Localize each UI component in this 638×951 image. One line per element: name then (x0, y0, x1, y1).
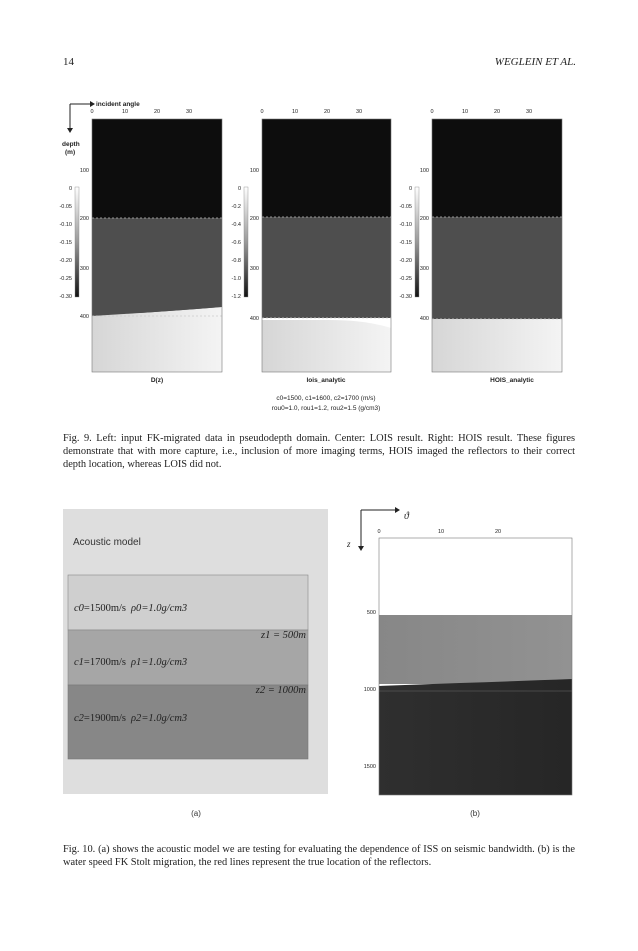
figure-10-caption: Fig. 10. (a) shows the acoustic model we are testing for evaluating the dependence of ISS on seismic bandwidth. (b) is the water speed FK Stolt migration, the red lines represent the true location of the reflectors. (63, 844, 575, 868)
layer1-rho-symbol: ρ1 (131, 657, 142, 668)
layer0-rho-symbol: ρ0 (131, 603, 142, 614)
depth-unit: (m) (65, 149, 76, 156)
panel-b-stolt-migration (346, 507, 572, 818)
figure-9-caption: Fig. 9. Left: input FK-migrated data in pseudodepth domain. Center: LOIS result. Right: HOIS result. These figures demonstrate that with more capture, i.e., inclusion of more imaging terms, HOIS imaged the reflectors to their correct depth location, whereas LOIS did not. (63, 433, 575, 470)
colorbar-tick: -0.15 (59, 240, 72, 246)
layer2-rho-symbol: ρ2 (131, 713, 142, 724)
angle-tick: 10 (437, 529, 445, 535)
colorbar-tick: -0.10 (399, 222, 412, 228)
figure-10 (0, 495, 638, 840)
angle-tick: 20 (493, 109, 501, 115)
angle-tick: 0 (377, 529, 381, 535)
colorbar-tick: -0.20 (399, 258, 412, 264)
panel-label: HOIS_analytic (490, 377, 534, 384)
colorbar-tick: -1.0 (231, 276, 241, 282)
svg-text:c1=1700m/sρ1=1.0g/cm3 (74, 657, 187, 668)
colorbar-tick: 0 (68, 186, 72, 192)
depth-tick: 300 (249, 266, 259, 272)
depth-label: depth (62, 141, 80, 148)
panel-dz (59, 109, 222, 384)
theta-label: ϑ (404, 511, 409, 522)
layer0-c-symbol: c0 (74, 603, 84, 614)
colorbar-tick: -0.20 (59, 258, 72, 264)
colorbar (75, 187, 79, 297)
depth-tick: 400 (249, 316, 259, 322)
angle-tick: 20 (153, 109, 161, 115)
angle-tick: 10 (121, 109, 129, 115)
z-label: z (347, 539, 351, 549)
model-params-density: rou0=1.0, rou1=1.2, rou2=1.5 (g/cm3) (271, 405, 381, 412)
page-number: 14 (63, 56, 74, 68)
angle-tick: 10 (291, 109, 299, 115)
depth-tick: 1500 (363, 764, 376, 770)
colorbar-tick: -1.2 (231, 294, 241, 300)
depth-tick: 200 (419, 216, 429, 222)
angle-tick: 10 (461, 109, 469, 115)
depth-tick: 1000 (363, 687, 376, 693)
colorbar-tick: -0.25 (399, 276, 412, 282)
depth-tick: 100 (249, 168, 259, 174)
colorbar-tick: -0.15 (399, 240, 412, 246)
panel-hois-analytic (399, 109, 562, 384)
angle-tick: 0 (430, 109, 434, 115)
depth-tick: 200 (249, 216, 259, 222)
svg-text:c0=1500m/sρ0=1.0g/cm3 (74, 603, 187, 614)
colorbar-tick: -0.05 (59, 204, 72, 210)
angle-tick: 30 (185, 109, 193, 115)
svg-text:c2=1900m/sρ2=1.0g/cm3 (74, 713, 187, 724)
colorbar-tick: 0 (408, 186, 412, 192)
depth-tick: 200 (79, 216, 89, 222)
colorbar-tick: -0.30 (399, 294, 412, 300)
layer2-velocity: =1900m/s (83, 713, 127, 724)
angle-tick: 20 (323, 109, 331, 115)
colorbar-tick: -0.8 (231, 258, 241, 264)
panel-b-label: (b) (470, 809, 480, 818)
angle-tick: 30 (525, 109, 533, 115)
depth-tick: 100 (79, 168, 89, 174)
depth-tick: 400 (419, 316, 429, 322)
depth-tick: 300 (419, 266, 429, 272)
layer1-velocity: =1700m/s (83, 657, 127, 668)
colorbar-tick: -0.10 (59, 222, 72, 228)
layer0-velocity: =1500m/s (83, 603, 127, 614)
layer2-c-symbol: c2 (74, 713, 84, 724)
colorbar-tick: -0.2 (231, 204, 241, 210)
layer1-c-symbol: c1 (74, 657, 84, 668)
layer2-density: =1.0g/cm3 (141, 713, 188, 724)
angle-tick: 20 (494, 529, 502, 535)
panel-lois-analytic (232, 109, 391, 384)
layer0-density: =1.0g/cm3 (141, 603, 188, 614)
colorbar-tick: -0.05 (399, 204, 412, 210)
colorbar (415, 187, 419, 297)
panel-label: lois_analytic (306, 377, 346, 384)
incident-angle-label: incident angle (96, 101, 140, 108)
figure-9 (0, 0, 638, 430)
colorbar-tick: -0.30 (59, 294, 72, 300)
interface-z2-label: z2 = 1000m (255, 685, 306, 696)
panel-a-acoustic-model (63, 509, 328, 818)
acoustic-model-title: Acoustic model (73, 537, 141, 548)
running-head: WEGLEIN ET AL. (494, 56, 576, 68)
colorbar-tick: -0.6 (231, 240, 241, 246)
angle-tick: 30 (355, 109, 363, 115)
colorbar-tick: -0.4 (231, 222, 241, 228)
angle-tick: 0 (260, 109, 264, 115)
panel-a-label: (a) (191, 809, 201, 818)
interface-z1-label: z1 = 500m (260, 630, 306, 641)
layer1-density: =1.0g/cm3 (141, 657, 188, 668)
colorbar (244, 187, 248, 297)
angle-tick: 0 (90, 109, 94, 115)
colorbar-tick: -0.25 (59, 276, 72, 282)
model-params-velocity: c0=1500, c1=1600, c2=1700 (m/s) (276, 395, 376, 402)
depth-tick: 300 (79, 266, 89, 272)
colorbar-tick: 0 (237, 186, 241, 192)
depth-tick: 400 (79, 314, 89, 320)
panel-label: D(z) (150, 377, 164, 384)
depth-tick: 100 (419, 168, 429, 174)
depth-tick: 500 (366, 610, 376, 616)
